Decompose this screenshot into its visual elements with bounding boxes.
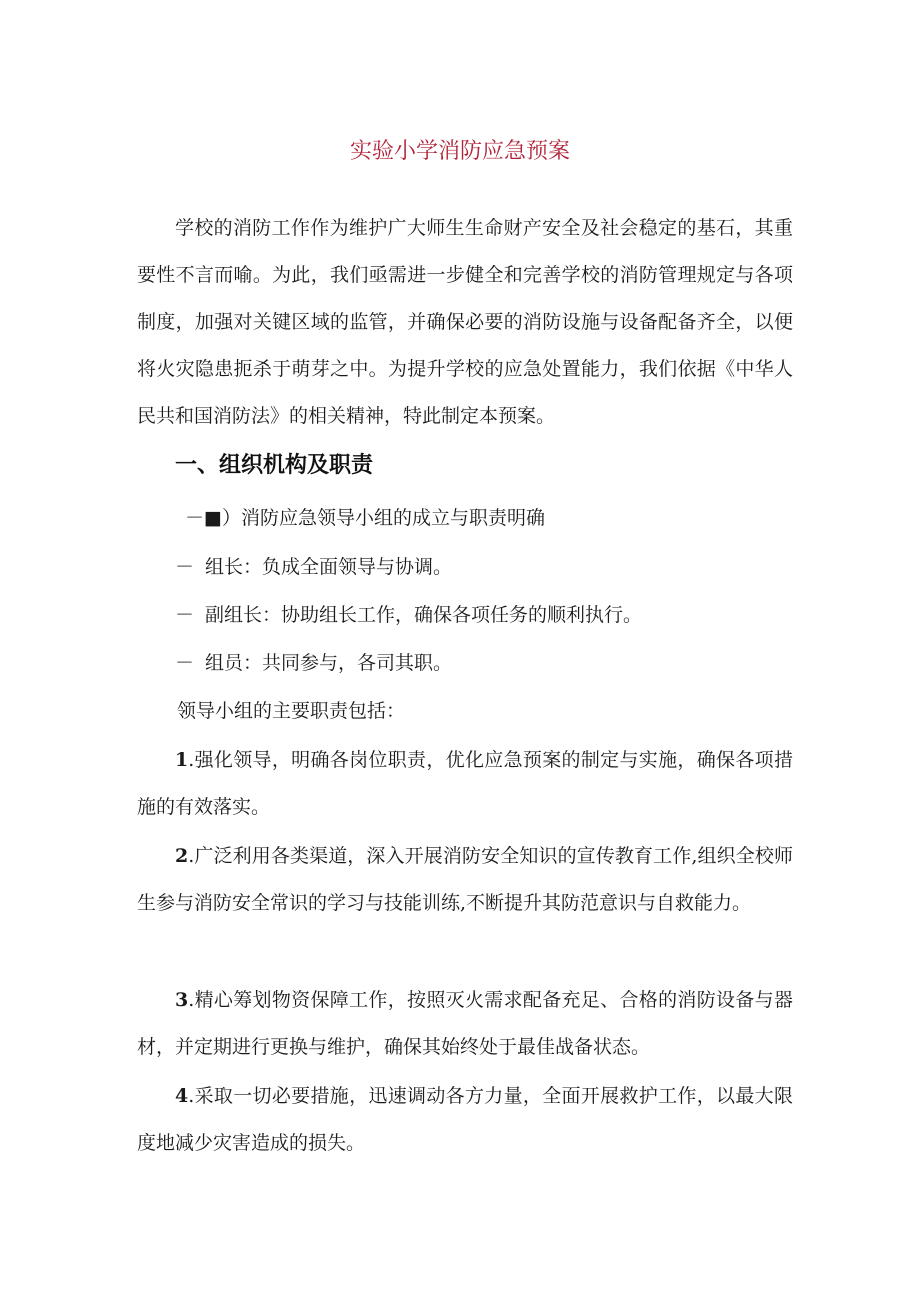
intro-paragraph: 学校的消防工作作为维护广大师生生命财产安全及社会稳定的基石，其重要性不言而喻。为此，我们亟需进一步健全和完善学校的消防管理规定与各项制度，加强对关键区域的监管，并确保必要的消防设施与设备配备齐全，以便将火灾隐患扼杀于萌芽之中。为提升学校的应急处置能力，我们依据《中华人民共和国消防法》的相关精神，特此制定本预案。: [137, 217, 793, 427]
duty-text: .精心筹划物资保障工作，按照灭火需求配备充足、合格的消防设备与器材，并定期进行更换与维护，确保其始终处于最佳战备状态。: [137, 989, 793, 1058]
duty-number: 4: [175, 1085, 189, 1107]
subsection-text: 消防应急领导小组的成立与职责明确: [240, 507, 545, 529]
section-heading: 一、组织机构及职责: [175, 453, 374, 478]
page-title: 实验小学消防应急预案: [349, 139, 570, 164]
duty-number: 1: [175, 749, 189, 771]
role-item: [175, 600, 642, 630]
dash-bullet: －: [175, 556, 195, 578]
duty-item: [137, 833, 793, 927]
duty-item: [137, 737, 793, 831]
subsection-title: [185, 503, 545, 533]
duties-intro: 领导小组的主要职责包括：: [177, 700, 406, 722]
dash-bullet: －: [175, 652, 195, 674]
duty-number: 3: [175, 989, 189, 1011]
duty-number: 2: [175, 845, 189, 867]
duty-text: .强化领导，明确各岗位职责，优化应急预案的制定与实施，确保各项措施的有效落实。: [137, 749, 793, 818]
role-text: 组长：负成全面领导与协调。: [205, 556, 453, 578]
duty-item: [137, 1073, 793, 1167]
duty-text: .采取一切必要措施，迅速调动各方力量，全面开展救护工作，以最大限度地减少灾害造成的损失。: [137, 1085, 793, 1154]
role-item: [175, 552, 452, 582]
subsection-prefix: －■）: [185, 507, 241, 529]
dash-bullet: －: [175, 604, 195, 626]
duty-item: [137, 977, 793, 1071]
role-text: 组员：共同参与，各司其职。: [205, 652, 453, 674]
duty-text: .广泛利用各类渠道，深入开展消防安全知识的宣传教育工作,组织全校师生参与消防安全常识的学习与技能训练,不断提升其防范意识与自救能力。: [137, 845, 793, 914]
role-text: 副组长：协助组长工作，确保各项任务的顺利执行。: [205, 604, 643, 626]
role-item: [175, 648, 452, 678]
